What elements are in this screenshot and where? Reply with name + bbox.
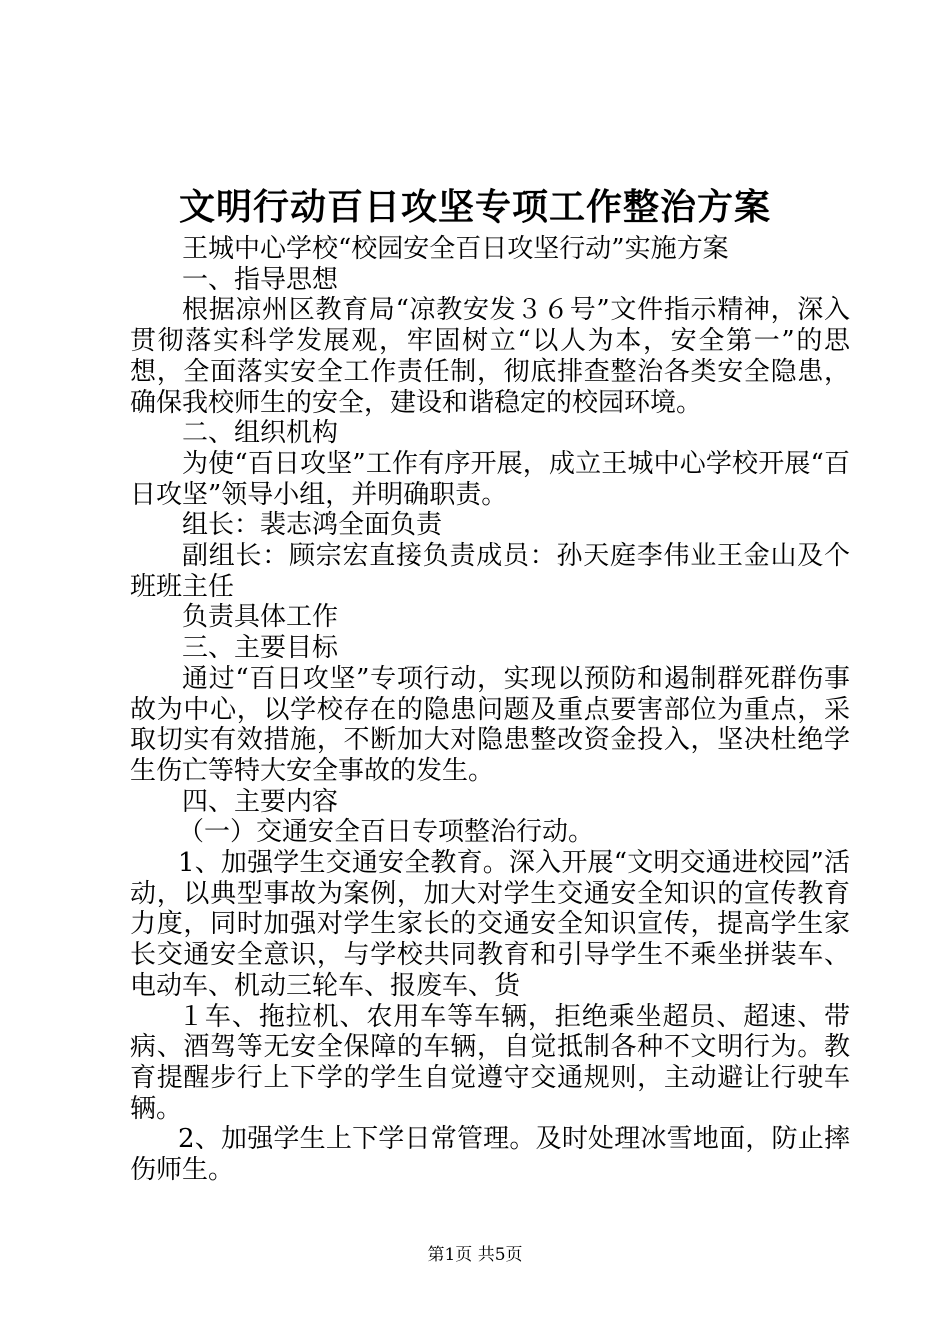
document-title: 文明行动百日攻坚专项工作整治方案 [178, 187, 771, 228]
section-heading: 四、主要内容 [182, 786, 339, 817]
paragraph: １车、拖拉机、农用车等车辆，拒绝乘坐超员、超速、带病、酒驾等无安全保障的车辆，自觉抵制各种不文明行为。教育提醒步行上下学的学生自觉遵守交通规则，主动避让行驶车辆。 [130, 1001, 850, 1124]
document-body [130, 234, 850, 1186]
paragraph: 通过“百日攻坚”专项行动，实现以预防和遏制群死群伤事故为中心，以学校存在的隐患问题及重点要害部位为重点，采取切实有效措施，不断加大对隐患整改资金投入，坚决杜绝学生伤亡等特大安全事故的发生。 [130, 663, 850, 786]
paragraph: 1、加强学生交通安全教育。深入开展“文明交通进校园”活动，以典型事故为案例，加大对学生交通安全知识的宣传教育力度，同时加强对学生家长的交通安全知识宣传，提高学生家长交通安全意识，与学校共同教育和引导学生不乘坐拼装车、电动车、机动三轮车、报废车、货 [130, 848, 850, 1001]
paragraph: 2、加强学生上下学日常管理。及时处理冰雪地面，防止摔伤师生。 [130, 1124, 850, 1186]
section-heading: 三、主要目标 [182, 633, 339, 664]
paragraph: 根据凉州区教育局“凉教安发３６号”文件指示精神，深入贯彻落实科学发展观，牢固树立“以人为本，安全第一”的思想，全面落实安全工作责任制，彻底排查整治各类安全隐患，确保我校师生的安全，建设和谐稳定的校园环境。 [130, 295, 850, 418]
paragraph: 副组长：顾宗宏直接负责成员：孙天庭李伟业王金山及个班班主任 [130, 541, 850, 602]
section-heading: 二、组织机构 [182, 418, 339, 449]
paragraph: 负责具体工作 [182, 602, 339, 633]
paragraph: 为使“百日攻坚”工作有序开展，成立王城中心学校开展“百日攻坚”领导小组，并明确职责。 [130, 448, 850, 510]
subsection-heading: （一）交通安全百日专项整治行动。 [178, 817, 595, 848]
page-number-footer: 第1页 共5页 [427, 1245, 523, 1265]
paragraph-subtitle: 王城中心学校“校园安全百日攻坚行动”实施方案 [182, 234, 729, 264]
paragraph: 组长：裴志鸿全面负责 [182, 510, 443, 541]
section-heading: 一、指导思想 [182, 264, 339, 295]
